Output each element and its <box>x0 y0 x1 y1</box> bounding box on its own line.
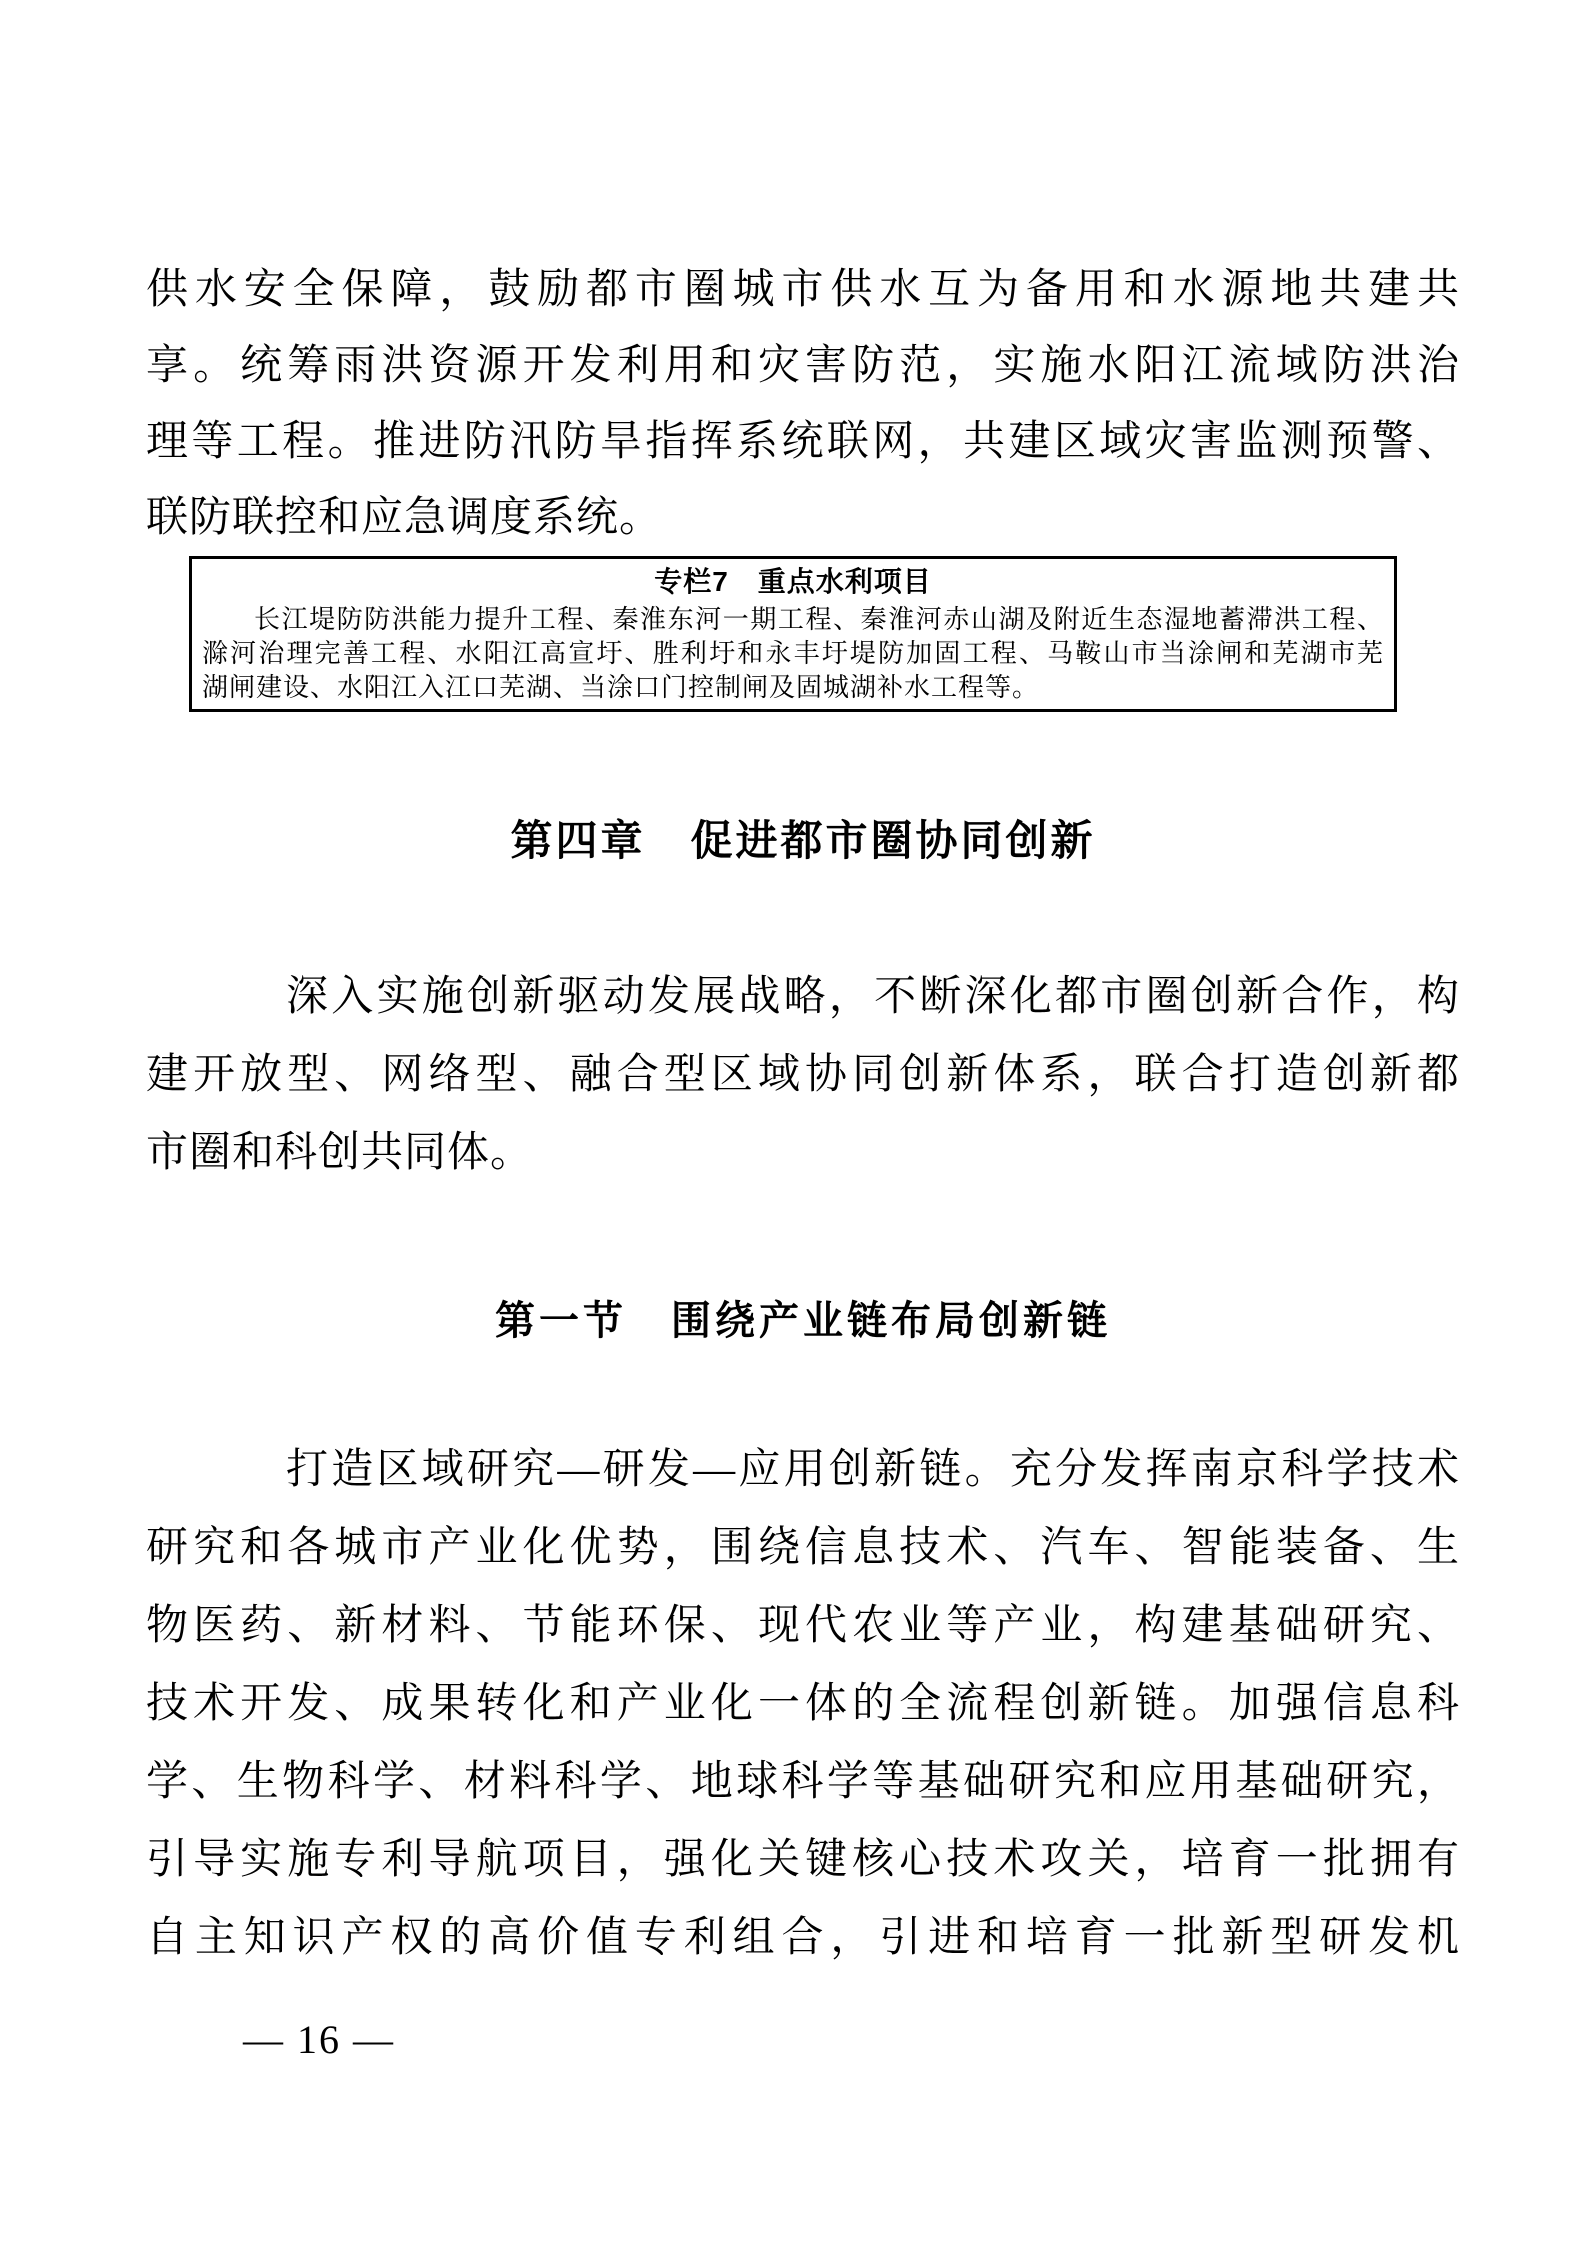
body-text-line: 供水安全保障，鼓励都市圈城市供水互为备用和水源地共建共 <box>146 267 1460 313</box>
body-text-line: 深入实施创新驱动发展战略，不断深化都市圈创新合作，构 <box>286 974 1460 1020</box>
callout-box-key-water-projects <box>189 556 1397 712</box>
callout-box-title: 专栏7 重点水利项目 <box>654 566 932 597</box>
body-text-line: 建开放型、网络型、融合型区域协同创新体系，联合打造创新都 <box>146 1052 1460 1098</box>
body-text-line: 打造区域研究—研发—应用创新链。充分发挥南京科学技术 <box>286 1447 1460 1493</box>
section-heading: 第一节 围绕产业链布局创新链 <box>495 1298 1111 1343</box>
paragraph-water-supply <box>146 0 1460 556</box>
paragraph-innovation-chain <box>146 1431 1460 1977</box>
body-text-line: 自主知识产权的高价值专利组合，引进和培育一批新型研发机 <box>146 1915 1460 1961</box>
body-text-line: 学、生物科学、材料科学、地球科学等基础研究和应用基础研究， <box>146 1759 1460 1805</box>
body-text-line: 享。统筹雨洪资源开发利用和灾害防范，实施水阳江流域防洪治 <box>146 343 1460 389</box>
body-text-line: 联防联控和应急调度系统。 <box>146 495 663 541</box>
page-footer <box>243 2016 1460 2064</box>
body-text-line: 引导实施专利导航项目，强化关键核心技术攻关，培育一批拥有 <box>146 1837 1460 1883</box>
paragraph-innovation-strategy <box>146 958 1460 1192</box>
callout-box-line: 长江堤防防洪能力提升工程、秦淮东河一期工程、秦淮河赤山湖及附近生态湿地蓄滞洪工程、 <box>254 605 1384 634</box>
callout-box-line: 滁河治理完善工程、水阳江高宣圩、胜利圩和永丰圩堤防加固工程、马鞍山市当涂闸和芜湖市芜 <box>202 639 1384 668</box>
body-text-line: 物医药、新材料、节能环保、现代农业等产业，构建基础研究、 <box>146 1603 1460 1649</box>
body-text-line: 市圈和科创共同体。 <box>146 1130 534 1176</box>
body-text-line: 技术开发、成果转化和产业化一体的全流程创新链。加强信息科 <box>146 1681 1460 1727</box>
body-text-line: 理等工程。推进防汛防旱指挥系统联网，共建区域灾害监测预警、 <box>146 419 1460 465</box>
chapter-heading: 第四章 促进都市圈协同创新 <box>510 817 1096 864</box>
body-text-line: 研究和各城市产业化优势，围绕信息技术、汽车、智能装备、生 <box>146 1525 1460 1571</box>
callout-box-line: 湖闸建设、水阳江入江口芜湖、当涂口门控制闸及固城湖补水工程等。 <box>202 673 1040 702</box>
page-number: — 16 — <box>243 2017 395 2062</box>
